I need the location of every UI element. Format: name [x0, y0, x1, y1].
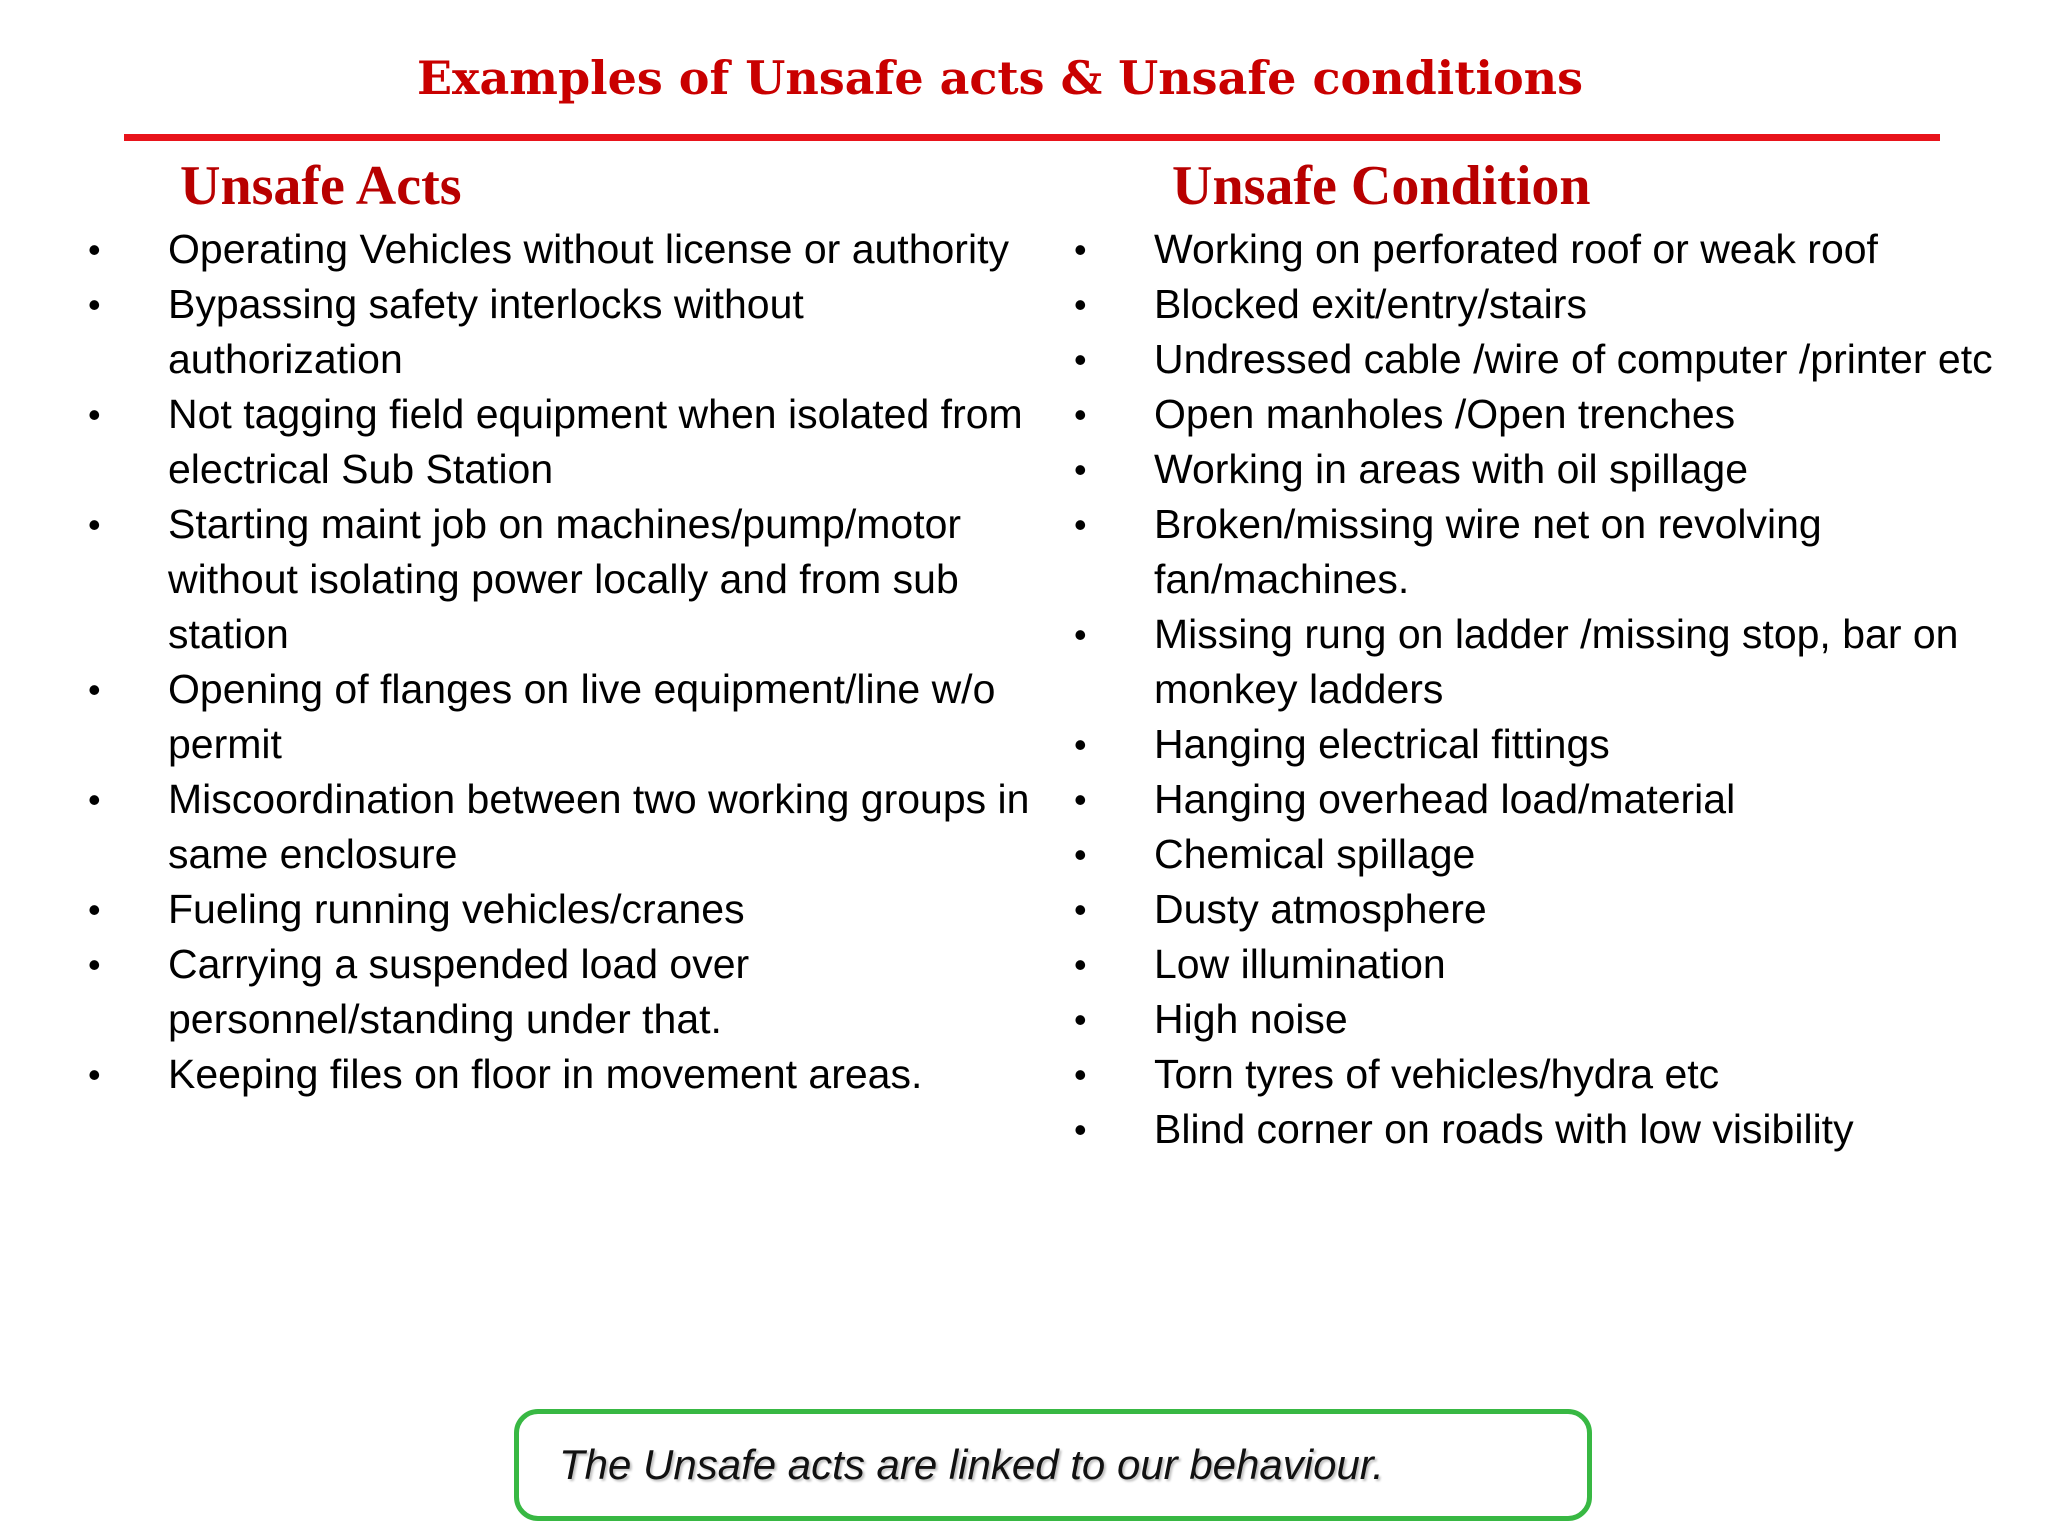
list-item — [1066, 442, 2026, 497]
bullet-dot: • — [1074, 779, 1087, 820]
list-item — [80, 772, 1040, 882]
list-item — [1066, 827, 2026, 882]
list-item — [80, 1047, 1040, 1102]
bullet-dot: • — [1074, 999, 1087, 1040]
list-item-text: Working in areas with oil spillage — [1154, 446, 1749, 492]
bullet-dot: • — [88, 669, 101, 710]
list-item-text: Dusty atmosphere — [1154, 886, 1487, 932]
list-item-text: Fueling running vehicles/cranes — [168, 886, 745, 932]
list-item-text: Low illumination — [1154, 941, 1446, 987]
bullet-dot: • — [88, 1054, 101, 1095]
list-item-text: Operating Vehicles without license or authority — [168, 226, 1009, 272]
list-item-text: Broken/missing wire net on revolving fan/machines. — [1154, 501, 1822, 602]
list-item — [1066, 222, 2026, 277]
list-item — [80, 277, 1040, 387]
bullet-dot: • — [1074, 1054, 1087, 1095]
bullet-dot: • — [1074, 944, 1087, 985]
list-item-text: Opening of flanges on live equipment/line w/o permit — [168, 666, 996, 767]
list-item — [80, 387, 1040, 497]
bullet-dot: • — [88, 229, 101, 270]
list-item — [1066, 717, 2026, 772]
bullet-dot: • — [1074, 284, 1087, 325]
bullet-dot: • — [1074, 394, 1087, 435]
list-item-text: Undressed cable /wire of computer /printer etc — [1154, 336, 1993, 382]
list-item — [1066, 937, 2026, 992]
bullet-dot: • — [1074, 614, 1087, 655]
list-item — [80, 662, 1040, 772]
unsafe-condition-list — [1066, 222, 2026, 1157]
list-item-text: High noise — [1154, 996, 1348, 1042]
unsafe-acts-list — [80, 222, 1040, 1102]
list-item-text: Hanging overhead load/material — [1154, 776, 1736, 822]
list-item-text: Blocked exit/entry/stairs — [1154, 281, 1587, 327]
list-item-text: Missing rung on ladder /missing stop, bar on monkey ladders — [1154, 611, 1959, 712]
list-item — [1066, 992, 2026, 1047]
behaviour-note-box — [514, 1409, 1592, 1521]
list-item — [1066, 497, 2026, 607]
bullet-dot: • — [88, 504, 101, 545]
unsafe-acts-heading: Unsafe Acts — [180, 155, 462, 217]
list-item-text: Starting maint job on machines/pump/motor without isolating power locally and from sub station — [168, 501, 962, 657]
list-item-text: Chemical spillage — [1154, 831, 1476, 877]
list-item-text: Torn tyres of vehicles/hydra etc — [1154, 1051, 1720, 1097]
unsafe-condition-heading: Unsafe Condition — [1172, 155, 1591, 217]
list-item-text: Working on perforated roof or weak roof — [1154, 226, 1878, 272]
list-item — [80, 222, 1040, 277]
list-item-text: Blind corner on roads with low visibility — [1154, 1106, 1854, 1152]
slide-title: Examples of Unsafe acts & Unsafe conditions — [417, 51, 1583, 105]
bullet-dot: • — [88, 394, 101, 435]
bullet-dot: • — [1074, 1109, 1087, 1150]
list-item — [1066, 772, 2026, 827]
bullet-dot: • — [1074, 504, 1087, 545]
list-item-text: Bypassing safety interlocks without authorization — [168, 281, 804, 382]
list-item-text: Carrying a suspended load over personnel/standing under that. — [168, 941, 750, 1042]
unsafe-acts-column — [80, 150, 1040, 1102]
list-item-text: Miscoordination between two working groups in same enclosure — [168, 776, 1030, 877]
list-item-text: Keeping files on floor in movement areas. — [168, 1051, 923, 1097]
bullet-dot: • — [1074, 724, 1087, 765]
bullet-dot: • — [88, 889, 101, 930]
list-item — [80, 882, 1040, 937]
bullet-dot: • — [88, 944, 101, 985]
list-item-text: Hanging electrical fittings — [1154, 721, 1610, 767]
list-item-text: Open manholes /Open trenches — [1154, 391, 1736, 437]
list-item — [1066, 277, 2026, 332]
bullet-dot: • — [88, 284, 101, 325]
bullet-dot: • — [1074, 339, 1087, 380]
list-item — [1066, 332, 2026, 387]
bullet-dot: • — [1074, 834, 1087, 875]
list-item — [1066, 387, 2026, 442]
title-underline — [124, 134, 1940, 141]
bullet-dot: • — [1074, 449, 1087, 490]
bullet-dot: • — [1074, 889, 1087, 930]
list-item — [1066, 1047, 2026, 1102]
unsafe-condition-column — [1066, 150, 2026, 1157]
list-item — [80, 497, 1040, 662]
list-item — [80, 937, 1040, 1047]
bullet-dot: • — [88, 779, 101, 820]
list-item — [1066, 1102, 2026, 1157]
list-item — [1066, 882, 2026, 937]
behaviour-note-text: The Unsafe acts are linked to our behaviour. — [559, 1441, 1384, 1488]
bullet-dot: • — [1074, 229, 1087, 270]
list-item-text: Not tagging field equipment when isolated from electrical Sub Station — [168, 391, 1023, 492]
list-item — [1066, 607, 2026, 717]
